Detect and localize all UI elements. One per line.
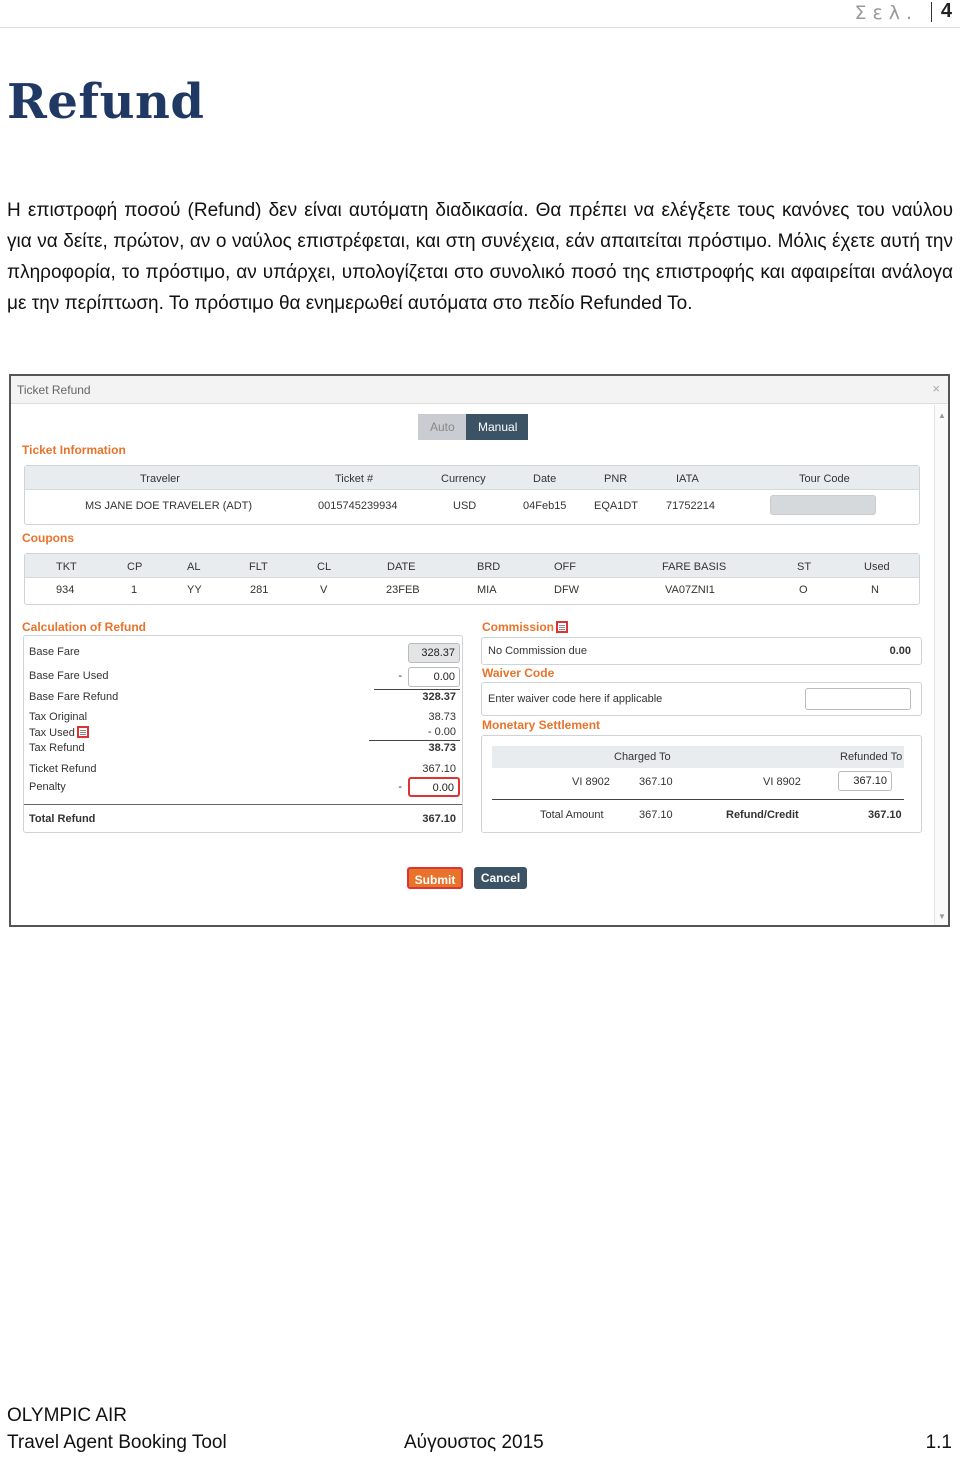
base-fare-label: Base Fare: [29, 646, 80, 658]
divider: [24, 804, 462, 805]
tax-original-label: Tax Original: [29, 711, 88, 723]
col-used: Used: [864, 561, 890, 573]
fare-basis-value: VA07ZNI1: [665, 584, 715, 596]
page-title: Refund: [7, 74, 205, 130]
coupons-heading: Coupons: [22, 531, 74, 545]
footer-version: 1.1: [925, 1432, 952, 1453]
charged-card: VI 8902: [572, 776, 610, 788]
minus-sign: -: [398, 670, 402, 682]
brd-value: MIA: [477, 584, 497, 596]
scroll-up-icon[interactable]: ▲: [938, 411, 946, 420]
tour-code-input[interactable]: [770, 495, 876, 515]
off-value: DFW: [554, 584, 580, 596]
ticket-refund-label: Ticket Refund: [29, 763, 97, 775]
page-label: Σελ.: [854, 2, 918, 24]
base-fare-refund-value: 328.37: [422, 691, 456, 703]
footer-date: Αύγουστος 2015: [404, 1432, 544, 1453]
commission-heading: Commission: [482, 620, 555, 634]
intro-paragraph: Η επιστροφή ποσού (Refund) δεν είναι αυτόματη διαδικασία. Θα πρέπει να ελέγξετε τους κανόνες του ναύλου για να δείτε, πρώτον, αν ο ναύλος επιστρέφεται, και στη συνέχεια, εάν απαιτείται πρόστιμο. Μόλις έχετε αυτή την πληροφορία, το πρόστιμο, αν υπάρχει, υπολογίζεται στο συνολικό ποσό της επιστροφής και αφαιρείται ανάλογα με την περίπτωση. Το πρόστιμο θα ενημερωθεί αυτόματα στο πεδίο Refunded To.: [7, 200, 953, 314]
col-traveler: Traveler: [140, 473, 180, 485]
total-amount-value: 367.10: [639, 809, 673, 821]
col-date: DATE: [387, 561, 416, 573]
base-fare-field: 328.37: [408, 643, 460, 663]
base-fare-used-input[interactable]: 0.00: [408, 667, 460, 687]
commission-value: 0.00: [889, 645, 911, 657]
ticket-refund-value: 367.10: [422, 763, 456, 775]
col-ticket-number: Ticket #: [335, 473, 374, 485]
divider: [492, 799, 904, 800]
col-al: AL: [187, 561, 201, 573]
page-header: [0, 0, 960, 28]
traveler-value: MS JANE DOE TRAVELER (ADT): [85, 500, 253, 512]
total-refund-value: 367.10: [422, 813, 456, 825]
refund-credit-label: Refund/Credit: [726, 809, 799, 821]
page-number: 4: [940, 0, 952, 22]
submit-button[interactable]: Submit: [407, 867, 463, 889]
col-date: Date: [533, 473, 557, 485]
date-value: 04Feb15: [523, 500, 567, 512]
calculation-heading: Calculation of Refund: [22, 620, 146, 634]
col-cp: CP: [127, 561, 143, 573]
ticket-information-table: [24, 465, 920, 525]
table-row: [25, 578, 919, 604]
cp-value: 1: [131, 584, 138, 596]
settlement-header: [492, 746, 904, 768]
commission-box: [481, 637, 922, 665]
footer-product: Travel Agent Booking Tool: [7, 1432, 227, 1453]
footer-company: OLYMPIC AIR: [7, 1405, 128, 1426]
tkt-value: 934: [56, 584, 75, 596]
refunded-amount-input[interactable]: 367.10: [838, 771, 892, 791]
refund-credit-value: 367.10: [868, 809, 902, 821]
total-amount-label: Total Amount: [540, 809, 604, 821]
col-tour-code: Tour Code: [799, 473, 850, 485]
used-value: N: [871, 584, 879, 596]
refunded-to-label: Refunded To: [840, 751, 903, 763]
commission-heading-row: [482, 620, 568, 634]
calculator-icon[interactable]: [77, 726, 89, 738]
penalty-label: Penalty: [29, 781, 66, 793]
coupons-table: [24, 553, 920, 605]
tax-used-row: [29, 726, 89, 739]
col-brd: BRD: [477, 561, 501, 573]
col-cl: CL: [317, 561, 332, 573]
base-fare-refund-label: Base Fare Refund: [29, 691, 119, 703]
close-icon[interactable]: ×: [932, 381, 940, 396]
commission-text: No Commission due: [488, 645, 588, 657]
scrollbar[interactable]: [934, 405, 948, 925]
col-iata: IATA: [676, 473, 699, 485]
window-titlebar: [11, 376, 948, 404]
monetary-settlement-box: [481, 735, 922, 833]
charged-to-label: Charged To: [614, 751, 671, 763]
mode-toggle[interactable]: [418, 414, 528, 440]
ticket-refund-window: [9, 374, 950, 927]
col-currency: Currency: [441, 473, 486, 485]
ticket-information-heading: Ticket Information: [22, 443, 126, 457]
calculator-icon[interactable]: [556, 621, 568, 633]
pnr-value: EQA1DT: [594, 500, 639, 512]
col-st: ST: [797, 561, 812, 573]
calculation-panel: [23, 635, 463, 833]
minus-sign: -: [398, 781, 402, 793]
al-value: YY: [187, 584, 202, 596]
auto-toggle-button[interactable]: Auto: [418, 414, 466, 440]
header-divider: [931, 2, 932, 22]
st-value: O: [799, 584, 808, 596]
manual-toggle-button[interactable]: Manual: [466, 414, 528, 440]
col-fare-basis: FARE BASIS: [662, 561, 727, 573]
col-tkt: TKT: [56, 561, 77, 573]
divider: [369, 740, 460, 741]
tax-original-value: 38.73: [428, 711, 456, 723]
flt-value: 281: [250, 584, 269, 596]
total-refund-label: Total Refund: [29, 813, 96, 825]
col-pnr: PNR: [604, 473, 628, 485]
base-fare-used-label: Base Fare Used: [29, 670, 109, 682]
waiver-code-box: [481, 682, 922, 716]
waiver-code-input[interactable]: [805, 688, 911, 710]
window-title: Ticket Refund: [17, 383, 91, 397]
cancel-button[interactable]: Cancel: [474, 867, 527, 889]
table-header: [25, 466, 919, 490]
ticket-number-value: 0015745239934: [318, 500, 398, 512]
date-value: 23FEB: [386, 584, 420, 596]
charged-amount: 367.10: [639, 776, 673, 788]
cl-value: V: [320, 584, 328, 596]
tax-refund-value: 38.73: [428, 742, 456, 754]
penalty-input[interactable]: 0.00: [408, 777, 460, 797]
tax-used-value: - 0.00: [427, 726, 456, 738]
table-header: [25, 554, 919, 578]
scroll-down-icon[interactable]: ▼: [938, 912, 946, 921]
tax-used-label: Tax Used: [29, 727, 75, 739]
waiver-placeholder: Enter waiver code here if applicable: [488, 693, 663, 705]
monetary-settlement-heading: Monetary Settlement: [482, 718, 601, 732]
divider: [374, 689, 460, 690]
col-off: OFF: [554, 561, 576, 573]
waiver-code-heading: Waiver Code: [482, 666, 555, 680]
tax-refund-label: Tax Refund: [29, 742, 85, 754]
refunded-card: VI 8902: [763, 776, 801, 788]
col-flt: FLT: [249, 561, 268, 573]
table-row: [25, 490, 919, 522]
iata-value: 71752214: [666, 500, 715, 512]
currency-value: USD: [453, 500, 477, 512]
